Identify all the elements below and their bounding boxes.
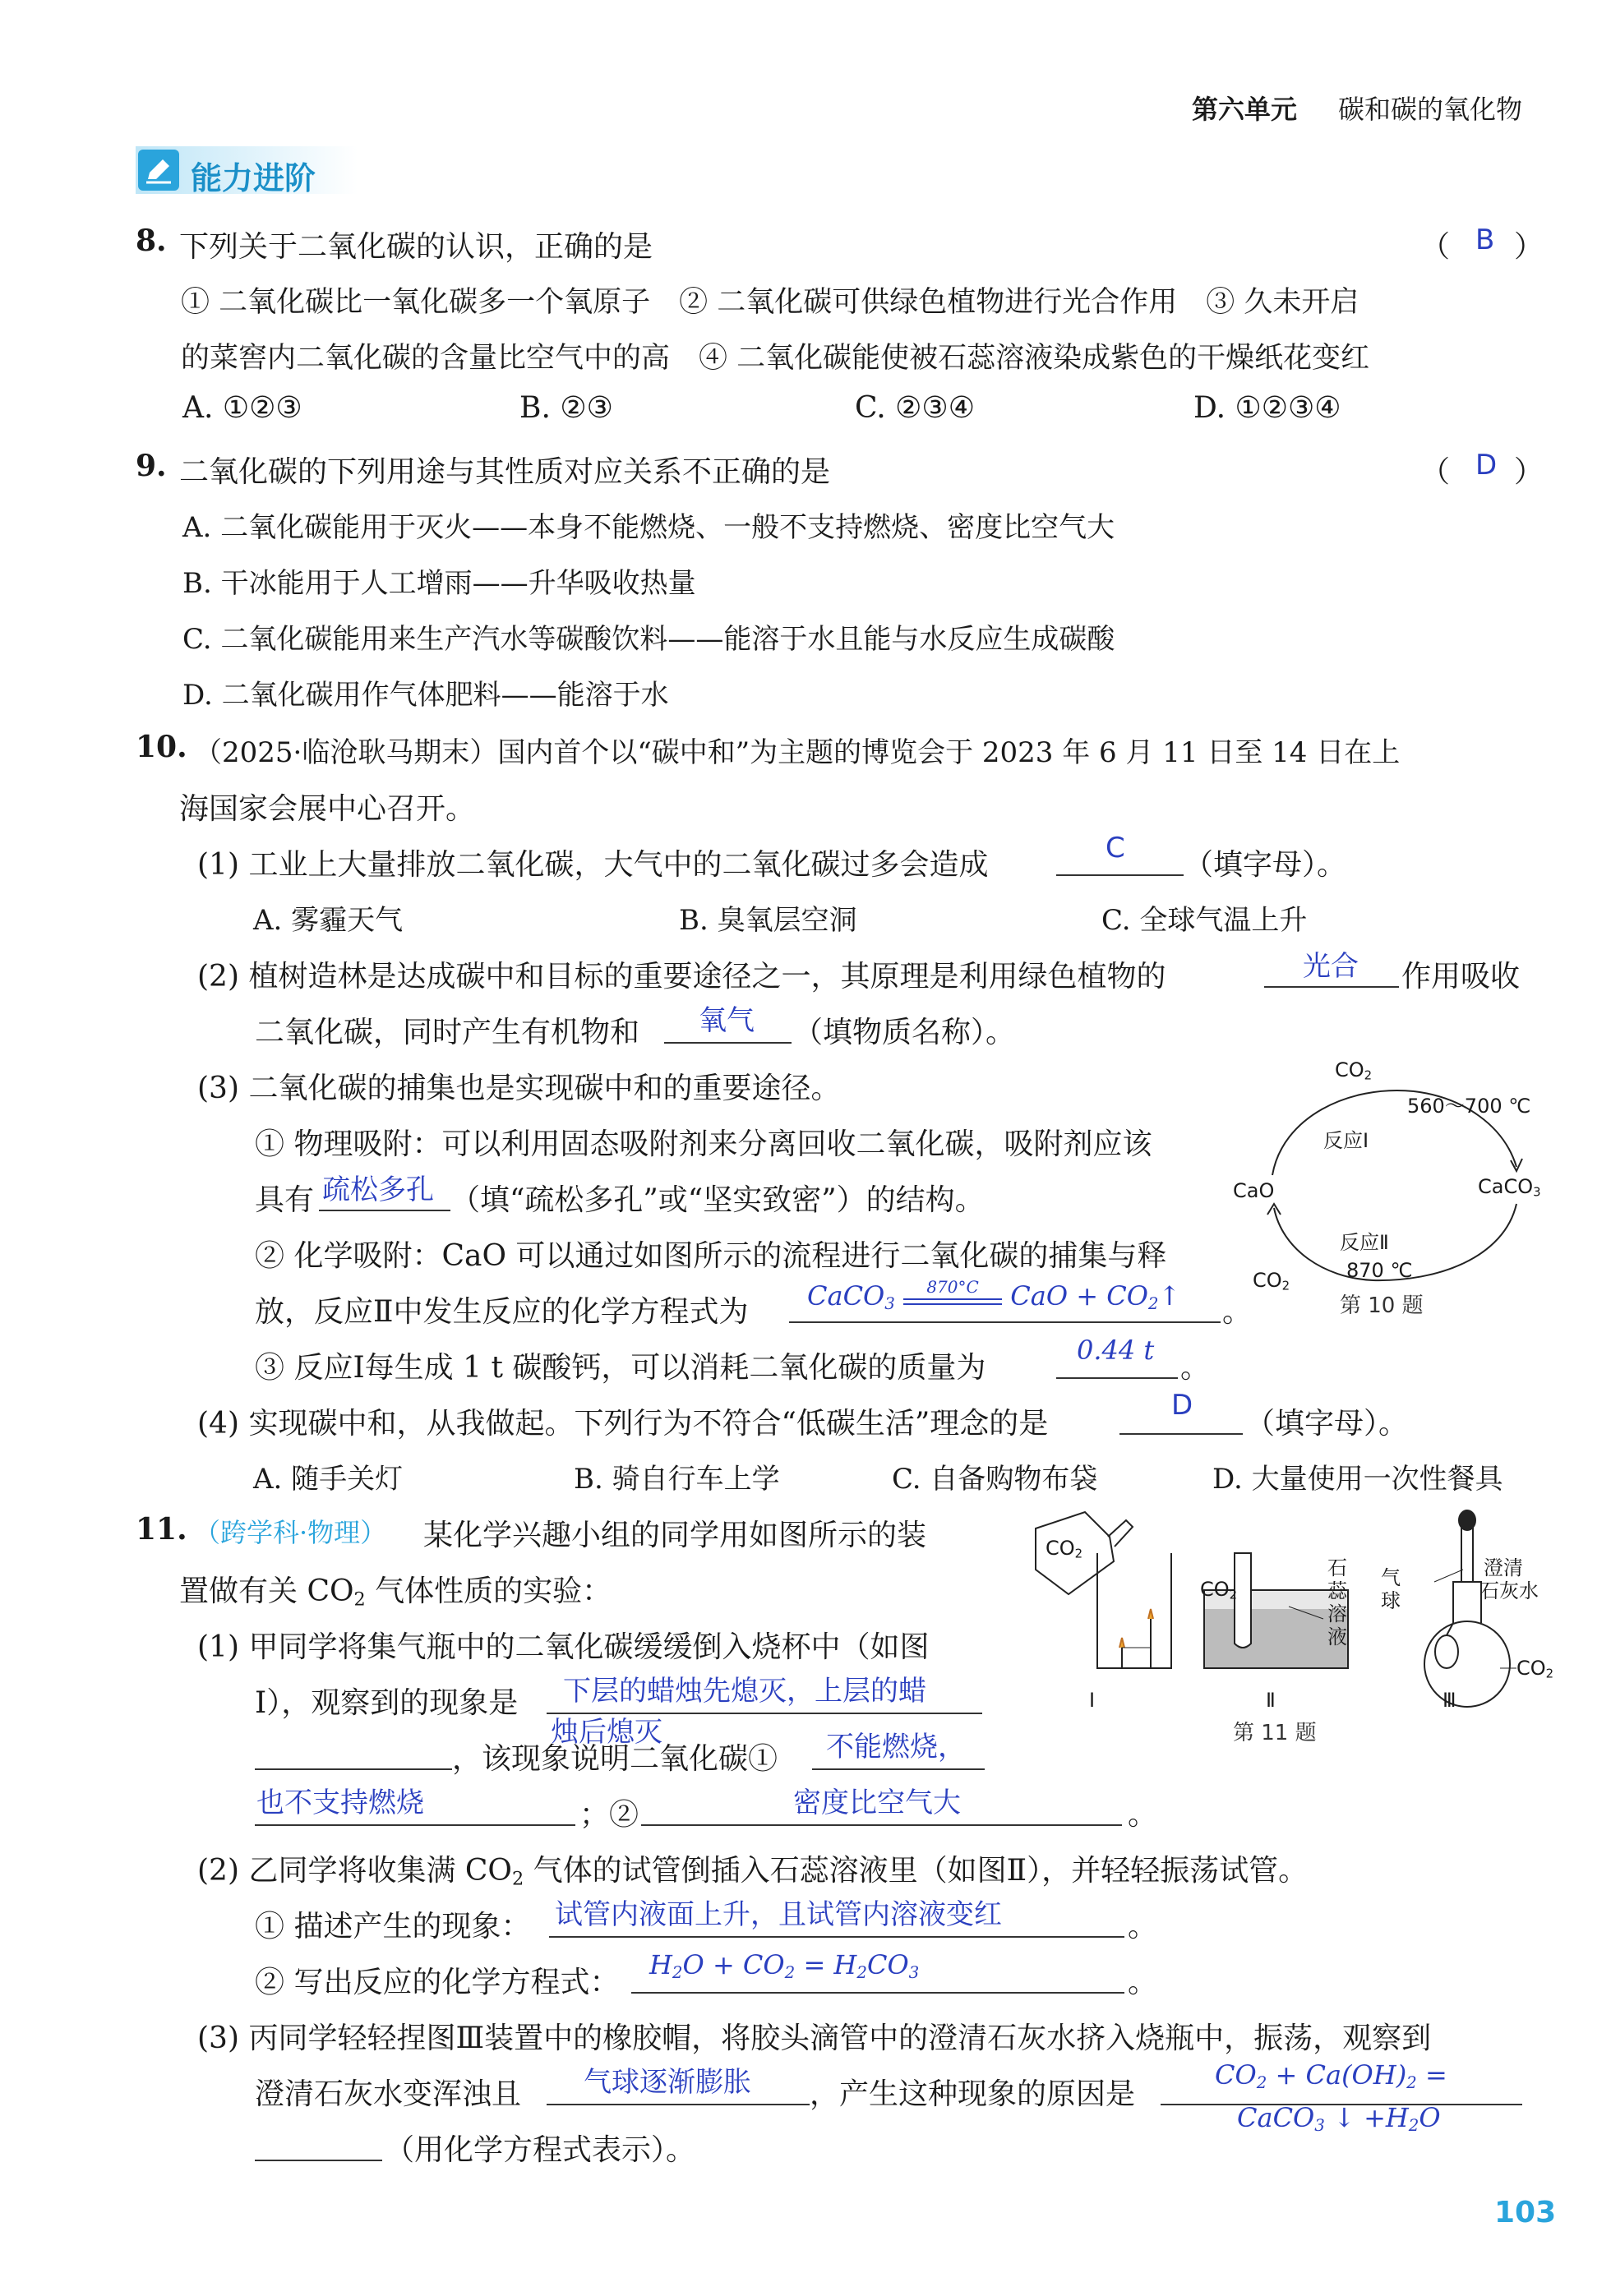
q10-cycle-diagram [1233,1052,1562,1323]
q9-option-d: D. 二氧化碳用作气体肥料——能溶于水 [182,679,669,712]
q10-p4-answer: D [1171,1389,1193,1422]
q10-p3-s2a: ② 化学吸附：CaO 可以通过如图所示的流程进行二氧化碳的捕集与释 [255,1239,1167,1273]
q11-p1-answer-e: 密度比空气大 [793,1787,961,1819]
q10-p3-s1c: （填“疏松多孔”或“坚实致密”）的结构。 [450,1183,985,1217]
q10-p2-line2: 二氧化碳，同时产生有机物和 [255,1016,640,1049]
fig-caption: 第 11 题 [1233,1721,1317,1745]
q11-p1-blank1b[interactable] [255,1768,452,1770]
q10-p3-blank1[interactable] [319,1210,450,1211]
q11-p2c: ② 写出反应的化学方程式： [255,1966,620,1999]
q10-number: 10. [136,730,187,764]
q10-p2-answer2: 氧气 [699,1004,755,1037]
fig-balloon-2: 球 [1381,1589,1401,1612]
q9-option-b: B. 干冰能用于人工增雨——升华吸收热量 [182,567,696,600]
q10-p1-option-b: B. 臭氧层空洞 [679,904,857,937]
q8-stem: 下列关于二氧化碳的认识，正确的是 [179,230,653,264]
q11-p2-blank2[interactable] [631,1992,1124,1994]
q10-stem2: 海国家会展中心召开。 [179,792,476,826]
q10-p4-after: （填字母）。 [1245,1407,1409,1441]
q10-p1-answer: C [1106,832,1125,864]
cycle-reaction-1: 反应Ⅰ [1323,1129,1369,1152]
q11-p1-answer-d: 也不支持燃烧 [256,1787,424,1819]
pencil-icon [138,150,179,191]
q9-option-c: C. 二氧化碳能用来生产汽水等碳酸饮料——能溶于水且能与水反应生成碳酸 [182,623,1115,656]
header-chapter: 碳和碳的氧化物 [1338,94,1523,125]
q9-bracket-close: ） [1514,455,1544,489]
q10-p1-blank[interactable] [1056,874,1184,876]
fig-litmus-1: 石 [1327,1556,1347,1579]
q11-p2b-end: 。 [1128,1910,1158,1943]
q10-p2-blank[interactable] [1264,986,1399,988]
q11-p1-answer-b: 烛后熄灭 [551,1716,662,1749]
q11-p1-blank2[interactable] [812,1768,985,1770]
q11-p2-equation: $H_2O + CO_2 = H_2CO_3$ [649,1949,920,1982]
q8-option-b: B. ②③ [519,391,613,425]
q10-p3-s3a: ③ 反应Ⅰ每生成 1 t 碳酸钙，可以消耗二氧化碳的质量为 [255,1351,986,1385]
eq-condition [903,1277,1002,1305]
q9-option-a: A. 二氧化碳能用于灭火——本身不能燃烧、一般不支持燃烧、密度比空气大 [182,511,1115,544]
q11-p3-blank1[interactable] [547,2104,810,2105]
q10-p3-s3b: 。 [1180,1351,1211,1385]
q8-line2: 的菜窖内二氧化碳的含量比空气中的高 ④ 二氧化碳能使被石蕊溶液染成紫色的干燥纸花变红 [181,342,1370,375]
fig-label-1: Ⅰ [1089,1689,1096,1712]
fig-co2-tube: $CO_2$ [1200,1578,1238,1602]
q10-p2-answer: 光合 [1303,950,1359,983]
q10-p3-answer1: 疏松多孔 [322,1173,434,1206]
q10-p3-s2b: 放，反应Ⅱ中发生反应的化学方程式为 [255,1295,749,1329]
cycle-caco3: CaCO$_3$ [1478,1175,1541,1200]
fig-co2-bottle: $CO_2$ [1046,1537,1083,1561]
q11-p1c: ，该现象说明二氧化碳① [452,1742,778,1776]
q8-number: 8. [136,224,167,258]
eq-caco3: CaCO [807,1280,885,1312]
cycle-temp-bottom: 870 ℃ [1346,1259,1413,1282]
fig-litmus-4: 液 [1327,1625,1347,1648]
q9-answer: D [1475,449,1498,482]
q11-p2-answer: 试管内液面上升，且试管内溶液变红 [555,1898,1002,1931]
q10-p1-text: (1) 工业上大量排放二氧化碳，大气中的二氧化碳过多会造成 [197,848,989,882]
q11-p1d: ；② [579,1798,639,1832]
fig-label-3: Ⅲ [1443,1689,1456,1712]
q10-p2-blank2[interactable] [664,1042,792,1044]
q10-p4-option-c: C. 自备购物布袋 [892,1463,1098,1496]
cycle-reaction-2: 反应Ⅱ [1340,1231,1389,1254]
fig-litmus-3: 溶 [1327,1602,1347,1625]
cycle-cao: CaO [1233,1179,1275,1202]
q11-p1-blank2b[interactable] [255,1824,575,1826]
q10-p3-blank2[interactable] [789,1321,1221,1323]
q11-figure [1019,1504,1554,1745]
header-unit: 第六单元 [1192,94,1298,125]
fig-limewater-2: 石灰水 [1479,1579,1539,1602]
fig-limewater-1: 澄清 [1484,1556,1523,1579]
q11-p3-equation-line2: CaCO$_3$ ↓ $+H_2O$ [1237,2102,1441,2135]
eq-products: CaO + CO [1010,1280,1148,1312]
q11-p3-answer: 气球逐渐膨胀 [584,2066,751,2099]
q8-line1: ① 二氧化碳比一氧化碳多一个氧原子 ② 二氧化碳可供绿色植物进行光合作用 ③ 久未开启 [181,286,1359,319]
q11-stem1: 某化学兴趣小组的同学用如图所示的装 [423,1519,927,1552]
q10-p3-s1b: 具有 [255,1183,315,1217]
q11-p1b: Ⅰ），观察到的现象是 [255,1686,519,1720]
q11-p2c-end: 。 [1128,1966,1158,1999]
q11-p3d: （用化学方程式表示）。 [385,2133,696,2167]
q11-p1-answer-a: 下层的蜡烛先熄灭，上层的蜡 [563,1675,926,1708]
q10-p3-s1a: ① 物理吸附：可以利用固态吸附剂来分离回收二氧化碳，吸附剂应该 [255,1127,1152,1161]
cycle-co2-top: $CO_2$ [1335,1058,1373,1083]
q11-p1a: (1) 甲同学将集气瓶中的二氧化碳缓缓倒入烧杯中（如图 [197,1630,930,1664]
eq-sub-2: 2 [1147,1293,1159,1313]
q11-p2-blank1[interactable] [549,1936,1124,1938]
q10-p4-option-b: B. 骑自行车上学 [574,1463,780,1496]
eq-up-arrow: ↑ [1158,1280,1181,1312]
page-number: 103 [1494,2196,1557,2229]
q10-p3-answer3: 0.44 t [1077,1335,1155,1366]
q9-bracket-open: （ [1420,455,1451,489]
q8-answer: B [1475,224,1495,256]
q10-figure-caption: 第 10 题 [1340,1293,1424,1318]
q10-p2-after2: （填物质名称）。 [793,1016,1016,1049]
q10-p4-blank[interactable] [1119,1433,1243,1435]
cycle-co2-bottom: $CO_2$ [1253,1269,1290,1293]
q10-p4-option-a: A. 随手关灯 [253,1463,404,1496]
q10-p4-text: (4) 实现碳中和，从我做起。下列行为不符合“低碳生活”理念的是 [197,1407,1049,1441]
q11-p2a: (2) 乙同学将收集满 $CO_2$ 气体的试管倒插入石蕊溶液里（如图Ⅱ），并轻轻振荡试管。 [197,1854,1309,1890]
q11-p1e: 。 [1128,1798,1158,1832]
fig-balloon-1: 气 [1381,1566,1401,1589]
q10-p2-text: (2) 植树造林是达成碳中和目标的重要途径之一，其原理是利用绿色植物的 [197,960,1166,994]
q11-p3b: 澄清石灰水变浑浊且 [255,2077,522,2111]
q11-p3-blank3[interactable] [255,2160,382,2161]
q11-p3-equation-line1: $CO_2 + Ca(OH)_2$ = [1215,2059,1447,2092]
q8-bracket-close: ） [1514,230,1544,264]
q10-p3-s2c: 。 [1222,1295,1253,1329]
q10-p1-after: （填字母）。 [1184,848,1347,882]
q10-p1-option-a: A. 雾霾天气 [253,904,404,937]
q8-bracket-open: （ [1420,230,1451,264]
q11-p1-blank3[interactable] [641,1824,1122,1826]
q11-stem2: 置做有关 $CO_2$ 气体性质的实验： [179,1574,612,1611]
q10-p3-text: (3) 二氧化碳的捕集也是实现碳中和的重要途径。 [197,1072,841,1105]
q10-p1-option-c: C. 全球气温上升 [1101,904,1308,937]
q9-number: 9. [136,449,167,483]
q8-option-c: C. ②③④ [855,391,975,425]
q11-p2b: ① 描述产生的现象： [255,1910,531,1943]
q11-p3c: ，产生这种现象的原因是 [810,2077,1136,2111]
q11-number: 11. [136,1512,187,1547]
cycle-temp-top: 560～700 ℃ [1407,1095,1531,1118]
eq-cond-text: 870°C [926,1277,979,1297]
q11-tag: （跨学科·物理） [194,1517,387,1548]
q8-option-d: D. ①②③④ [1193,391,1341,425]
q10-stem1: （2025·临沧耿马期末）国内首个以“碳中和”为主题的博览会于 2023 年 6 月 11 日至 14 日在上 [194,736,1401,769]
q10-p3-equation [807,1277,1181,1313]
fig-label-2: Ⅱ [1266,1689,1276,1712]
fig-co2-flask: $CO_2$ [1516,1657,1554,1681]
q11-p1-answer-c: 不能燃烧， [826,1731,966,1763]
q8-option-a: A. ①②③ [182,391,302,425]
fig-litmus-2: 蕊 [1327,1579,1347,1602]
q9-stem: 二氧化碳的下列用途与其性质对应关系不正确的是 [179,455,831,489]
q11-p3a: (3) 丙同学轻轻捏图Ⅲ装置中的橡胶帽，将胶头滴管中的澄清石灰水挤入烧瓶中，振荡，观察到 [197,2022,1432,2055]
q10-p2-after: 作用吸收 [1401,960,1521,994]
eq-sub: 3 [884,1293,895,1313]
q10-p4-option-d: D. 大量使用一次性餐具 [1212,1463,1503,1496]
section-title: 能力进阶 [191,160,316,196]
q10-p3-blank3[interactable] [1056,1377,1178,1379]
